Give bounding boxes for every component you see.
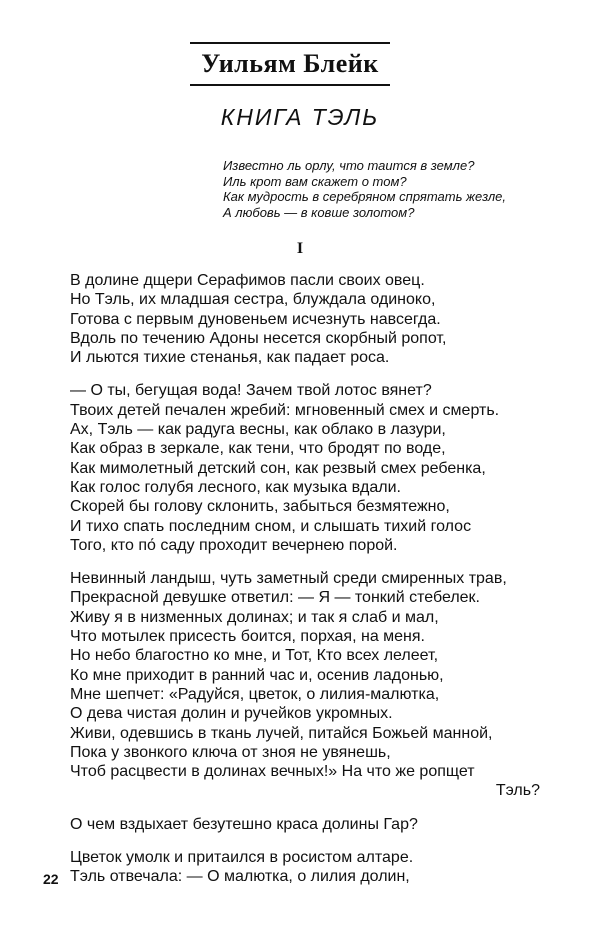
stanza	[70, 271, 540, 367]
stanza	[70, 848, 540, 887]
verse-line: Как образ в зеркале, как тени, что бродят по воде,	[70, 440, 446, 458]
stanza	[70, 815, 540, 834]
book-title: КНИГА ТЭЛЬ	[220, 104, 380, 130]
verse-line: Что мотылек присесть боится, порхая, на меня.	[70, 628, 425, 646]
verse-line: Скорей бы голову склонить, забыться безмятежно,	[70, 498, 450, 516]
stanza	[70, 569, 540, 801]
verse-line: Но небо благостно ко мне, и Тот, Кто всех лелеет,	[70, 647, 439, 665]
verse-line: Как голос голубя лесного, как музыка вдали.	[70, 478, 401, 496]
epigraph	[223, 158, 506, 220]
verse-line: Пока у звонкого ключа от зноя не увянешь,	[70, 743, 391, 761]
verse-line: Прекрасной девушке ответил: — Я — тонкий стебелек.	[70, 589, 480, 607]
author-name: Уильям Блейк	[201, 49, 379, 78]
verse-line: Невинный ландыш, чуть заметный среди смиренных трав,	[70, 570, 507, 588]
verse-line: Твоих детей печален жребий: мгновенный смех и смерть.	[70, 401, 500, 419]
epigraph-line: Как мудрость в серебряном спрятать жезле,	[223, 189, 506, 204]
verse-line: Того, кто по́ саду проходит вечернею порой.	[70, 536, 398, 554]
verse-line: И льются тихие стенанья, как падает роса.	[70, 349, 390, 367]
epigraph-line: А любовь — в ковше золотом?	[223, 204, 415, 220]
verse-line: Цветок умолк и притаился в росистом алтаре.	[70, 849, 414, 867]
verse-line: Ах, Тэль — как радуга весны, как облако в лазури,	[70, 421, 446, 439]
page-number: 22	[43, 871, 59, 887]
verse-line: Тэль отвечала: — О малютка, о лилия долин,	[70, 868, 410, 886]
verse-line: Живу я в низменных долинах; и так я слаб и мал,	[70, 608, 439, 626]
verse-line: Вдоль по течению Адоны несется скорбный ропот,	[70, 329, 447, 347]
verse-line: — О ты, бегущая вода! Зачем твой лотос вянет?	[70, 382, 432, 400]
stanza	[70, 381, 540, 555]
verse-line: О дева чистая долин и ручейков укромных.	[70, 705, 393, 723]
bottom-rule	[190, 84, 390, 86]
author-header	[190, 42, 390, 86]
verse-line: Ко мне приходит в ранний час и, осенив ладонью,	[70, 666, 444, 684]
verse-line: Чтоб расцвести в долинах вечных!» На что же ропщет	[70, 763, 475, 781]
verse-line: Но Тэль, их младшая сестра, блуждала одиноко,	[70, 291, 436, 309]
section-number: I	[296, 240, 304, 257]
verse-line: Мне шепчет: «Радуйся, цветок, о лилия-малютка,	[70, 685, 440, 703]
poem-body	[70, 271, 540, 901]
verse-line: Живи, одевшись в ткань лучей, питайся Божьей манной,	[70, 724, 493, 742]
verse-continuation: Тэль?	[495, 782, 540, 800]
epigraph-line: Известно ль орлу, что таится в земле?	[223, 158, 475, 173]
epigraph-line: Иль крот вам скажет о том?	[223, 173, 407, 189]
verse-line: И тихо спать последним сном, и слышать тихий голос	[70, 517, 472, 535]
verse-line: Как мимолетный детский сон, как резвый смех ребенка,	[70, 459, 486, 477]
verse-line: Готова с первым дуновеньем исчезнуть навсегда.	[70, 310, 441, 328]
verse-line: О чем вздыхает безутешно краса долины Гар?	[70, 815, 418, 833]
verse-line: В долине дщери Серафимов пасли своих овец.	[70, 272, 425, 289]
